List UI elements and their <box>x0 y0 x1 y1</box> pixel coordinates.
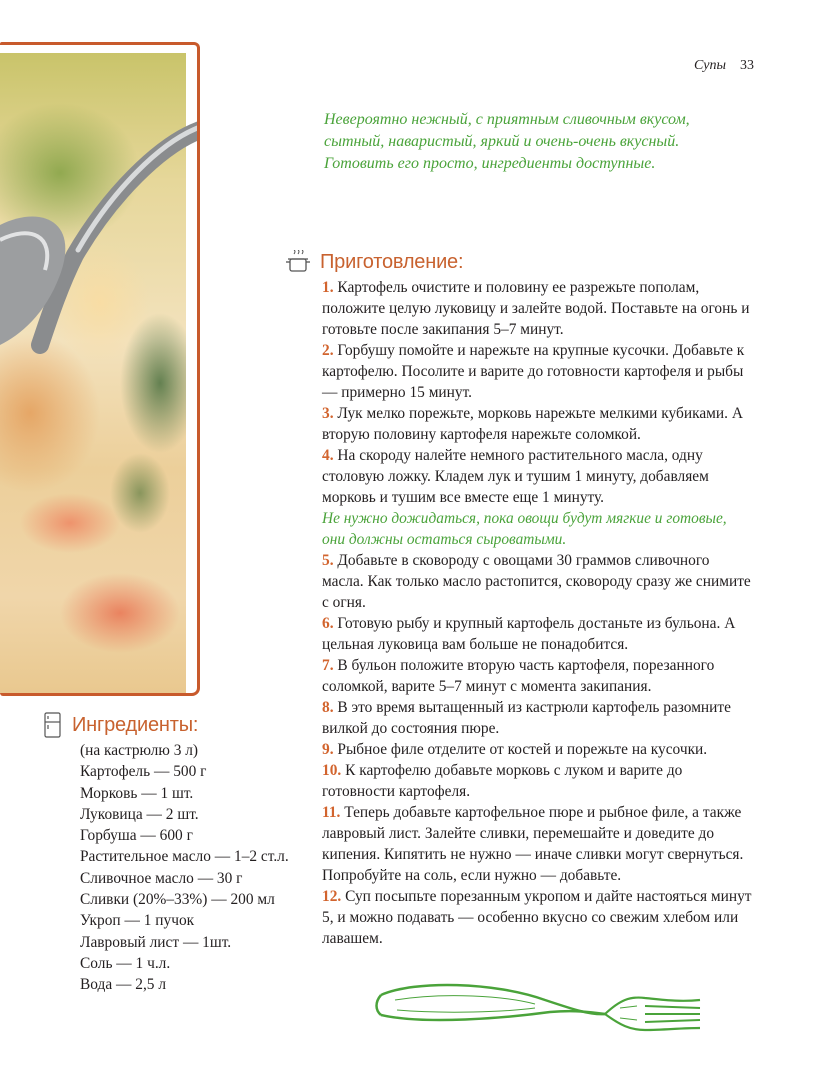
ingredient-item: Укроп — 1 пучок <box>80 912 195 930</box>
ingredient-item: Растительное масло — 1–2 ст.л. <box>80 848 289 866</box>
cooking-pot-icon <box>286 250 312 274</box>
ingredient-item: Морковь — 1 шт. <box>80 784 194 802</box>
intro-text <box>324 109 764 175</box>
intro-line: сытный, наваристый, яркий и очень-очень вкусный. <box>324 133 680 150</box>
ingredient-item: Лавровый лист — 1шт. <box>80 933 232 951</box>
intro-line: Невероятно нежный, с приятным сливочным вкусом, <box>324 111 690 128</box>
ingredient-item: Сливки (20%–33%) — 200 мл <box>80 891 275 909</box>
step: 1. Картофель очистите и половину ее разрежьте пополам, положите целую луковицу и залейте водой. Поставьте на огонь и готовьте после закипания 5–7 минут. <box>322 279 750 338</box>
ingredient-item: (на кастрюлю 3 л) <box>80 742 199 759</box>
step: 12. Суп посыпьте порезанным укропом и дайте настояться минут 5, и можно подавать — особенно вкусно со свежим хлебом или лавашем. <box>322 888 752 947</box>
ingredient-item: Вода — 2,5 л <box>80 976 167 994</box>
step: 9. Рыбное филе отделите от костей и порежьте на кусочки. <box>322 741 708 758</box>
ingredient-item: Соль — 1 ч.л. <box>80 954 171 972</box>
step: 5. Добавьте в сковороду с овощами 30 граммов сливочного масла. Как только масло растопится, сковороду сразу же снимите с огня. <box>322 552 751 611</box>
intro-line: Готовить его просто, ингредиенты доступные. <box>324 155 656 172</box>
ingredient-item: Луковица — 2 шт. <box>80 805 199 823</box>
step: 10. К картофелю добавьте морковь с луком и варите до готовности картофеля. <box>322 762 683 800</box>
ingredient-item: Сливочное масло — 30 г <box>80 869 243 887</box>
ingredients-title: Ингредиенты: <box>72 713 199 736</box>
soup-photo-frame <box>0 42 200 696</box>
tip-note: Не нужно дожидаться, пока овощи будут мягкие и готовые, они должны остаться сыроватыми. <box>322 510 727 548</box>
step: 7. В бульон положите вторую часть картофеля, порезанного соломкой, варите 5–7 минут с момента закипания. <box>322 657 715 695</box>
spoon-image <box>0 45 200 465</box>
fork-illustration <box>375 970 705 1050</box>
step: 11. Теперь добавьте картофельное пюре и рыбное филе, а также лавровый лист. Залейте сливки, перемешайте и доведите до кипения. Кипятить не нужно — иначе сливки могут свернуться. Попробуйте на соль, если нужно — добавьте. <box>322 804 744 884</box>
step: 2. Горбушу помойте и нарежьте на крупные кусочки. Добавьте к картофелю. Посолите и варите до готовности картофеля и рыбы — примерно 15 минут. <box>322 342 745 401</box>
ingredients-list <box>80 740 320 996</box>
preparation-steps <box>322 277 752 949</box>
fridge-icon <box>42 712 64 738</box>
step: 8. В это время вытащенный из кастрюли картофель разомните вилкой до состояния пюре. <box>322 699 731 737</box>
running-header <box>694 58 754 74</box>
ingredient-item: Картофель — 500 г <box>80 763 207 781</box>
step: 4. На скороду налейте немного растительного масла, одну столовую ложку. Кладем лук и тушим 1 минуту, добавляем морковь и тушим все вместе еще 1 минуту. <box>322 447 709 506</box>
section-title: Супы <box>693 58 726 73</box>
step: 3. Лук мелко порежьте, морковь нарежьте мелкими кубиками. А вторую половину картофеля нарежьте соломкой. <box>322 405 743 443</box>
preparation-title: Приготовление: <box>320 250 464 273</box>
ingredients-heading <box>42 712 198 738</box>
ingredient-item: Горбуша — 600 г <box>80 827 193 845</box>
page-number: 33 <box>740 58 754 73</box>
step: 6. Готовую рыбу и крупный картофель достаньте из бульона. А цельная луковица вам больше не понадобится. <box>322 615 736 653</box>
preparation-heading <box>286 250 463 274</box>
